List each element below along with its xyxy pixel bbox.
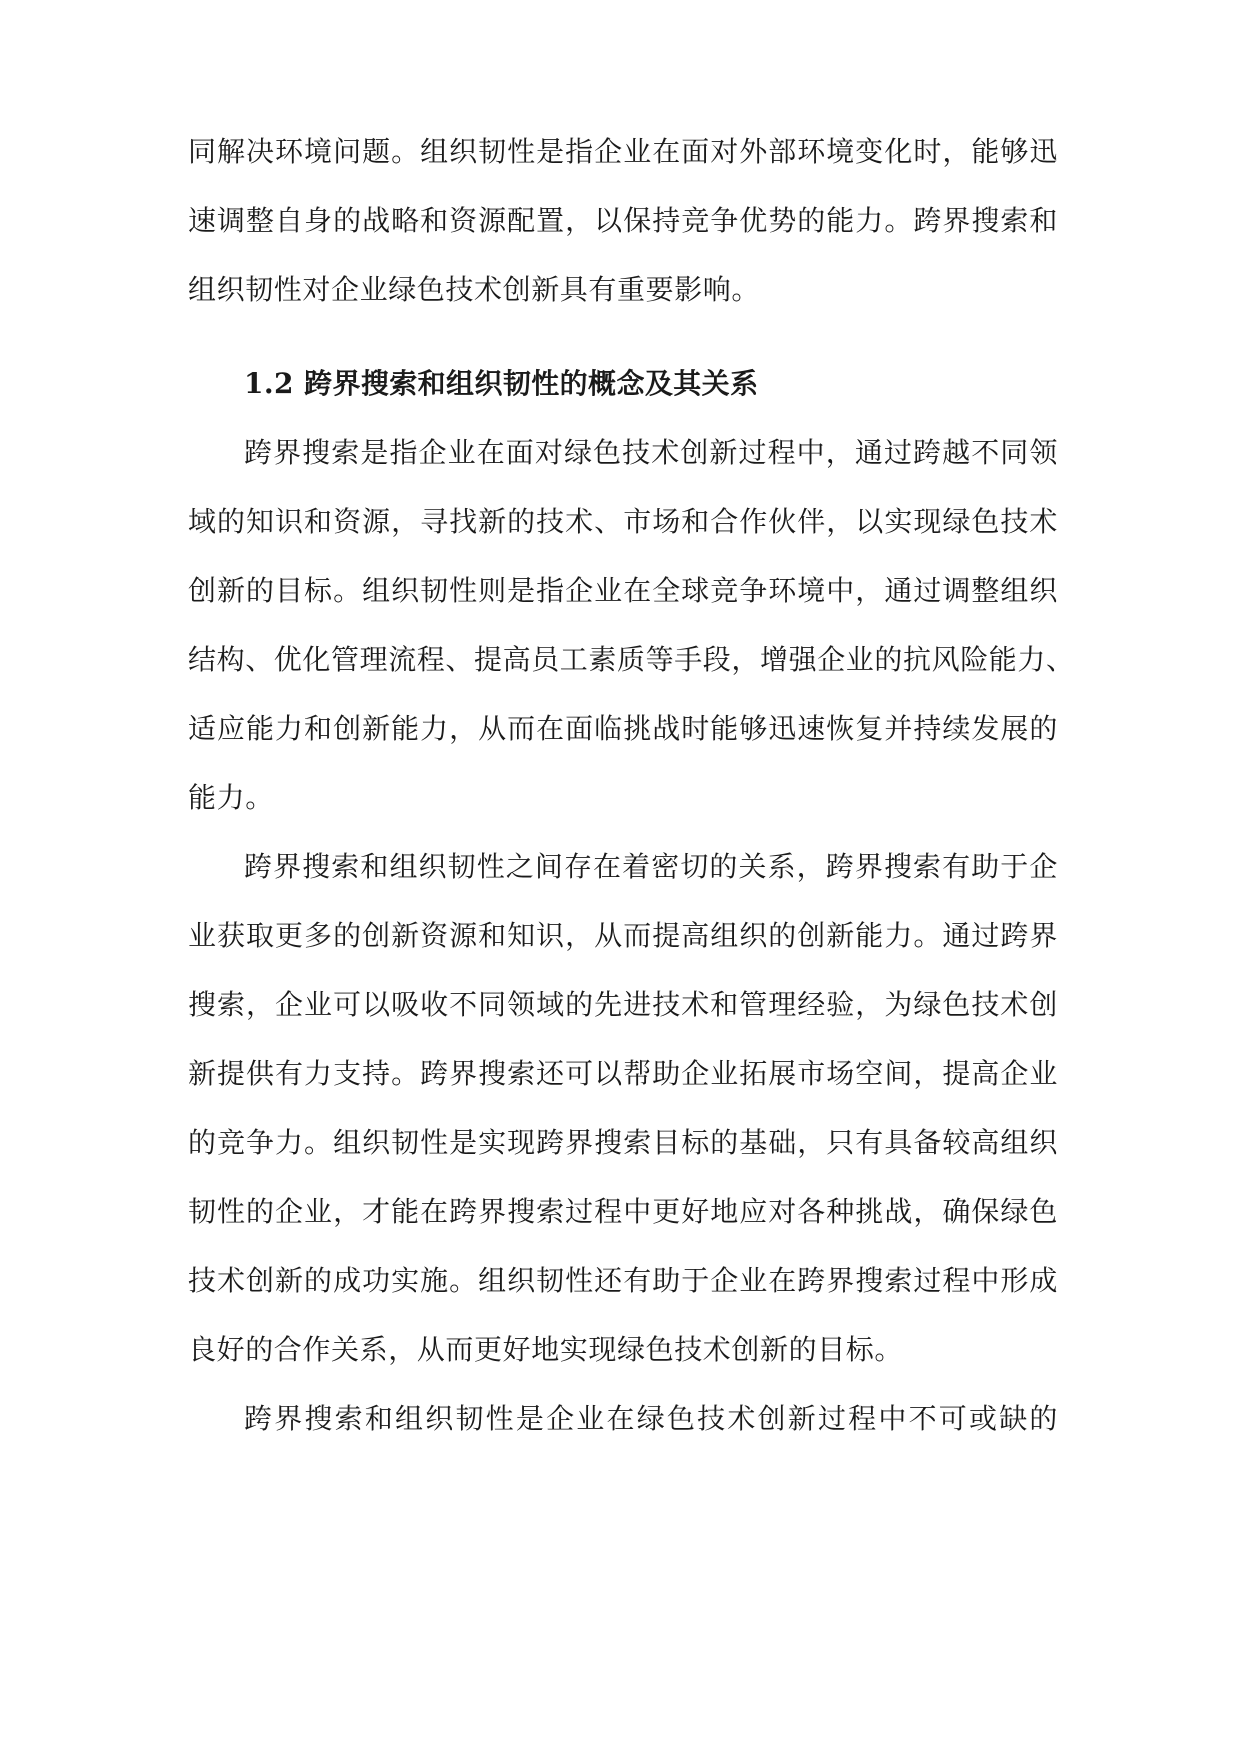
paragraph-line: 韧性的企业，才能在跨界搜索过程中更好地应对各种挑战，确保绿色 <box>188 1195 1058 1228</box>
paragraph-line: 同解决环境问题。组织韧性是指企业在面对外部环境变化时，能够迅 <box>188 135 1058 168</box>
paragraph-line: 组织韧性对企业绿色技术创新具有重要影响。 <box>188 273 761 306</box>
paragraph-line: 适应能力和创新能力，从而在面临挑战时能够迅速恢复并持续发展的 <box>188 712 1058 745</box>
paragraph-line: 跨界搜索和组织韧性之间存在着密切的关系，跨界搜索有助于企 <box>244 850 1058 883</box>
paragraph-line: 跨界搜索是指企业在面对绿色技术创新过程中，通过跨越不同领 <box>244 436 1058 469</box>
paragraph-line: 搜索，企业可以吸收不同领域的先进技术和管理经验，为绿色技术创 <box>188 988 1058 1021</box>
paragraph-line: 的竞争力。组织韧性是实现跨界搜索目标的基础，只有具备较高组织 <box>188 1126 1058 1159</box>
paragraph-line: 业获取更多的创新资源和知识，从而提高组织的创新能力。通过跨界 <box>188 919 1058 952</box>
paragraph-line: 结构、优化管理流程、提高员工素质等手段，增强企业的抗风险能力、 <box>188 643 1075 676</box>
paragraph-line: 跨界搜索和组织韧性是企业在绿色技术创新过程中不可或缺的 <box>244 1402 1058 1435</box>
paragraph-line: 域的知识和资源，寻找新的技术、市场和合作伙伴，以实现绿色技术 <box>188 505 1058 538</box>
paragraph-line: 良好的合作关系，从而更好地实现绿色技术创新的目标。 <box>188 1333 904 1366</box>
paragraph-line: 速调整自身的战略和资源配置，以保持竞争优势的能力。跨界搜索和 <box>188 204 1058 237</box>
paragraph-line: 创新的目标。组织韧性则是指企业在全球竞争环境中，通过调整组织 <box>188 574 1058 607</box>
paragraph-line: 能力。 <box>188 781 274 814</box>
section-heading: 1.2 跨界搜索和组织韧性的概念及其关系 <box>244 367 759 400</box>
paragraph-line: 技术创新的成功实施。组织韧性还有助于企业在跨界搜索过程中形成 <box>188 1264 1058 1297</box>
paragraph-line: 新提供有力支持。跨界搜索还可以帮助企业拓展市场空间，提高企业 <box>188 1057 1058 1090</box>
